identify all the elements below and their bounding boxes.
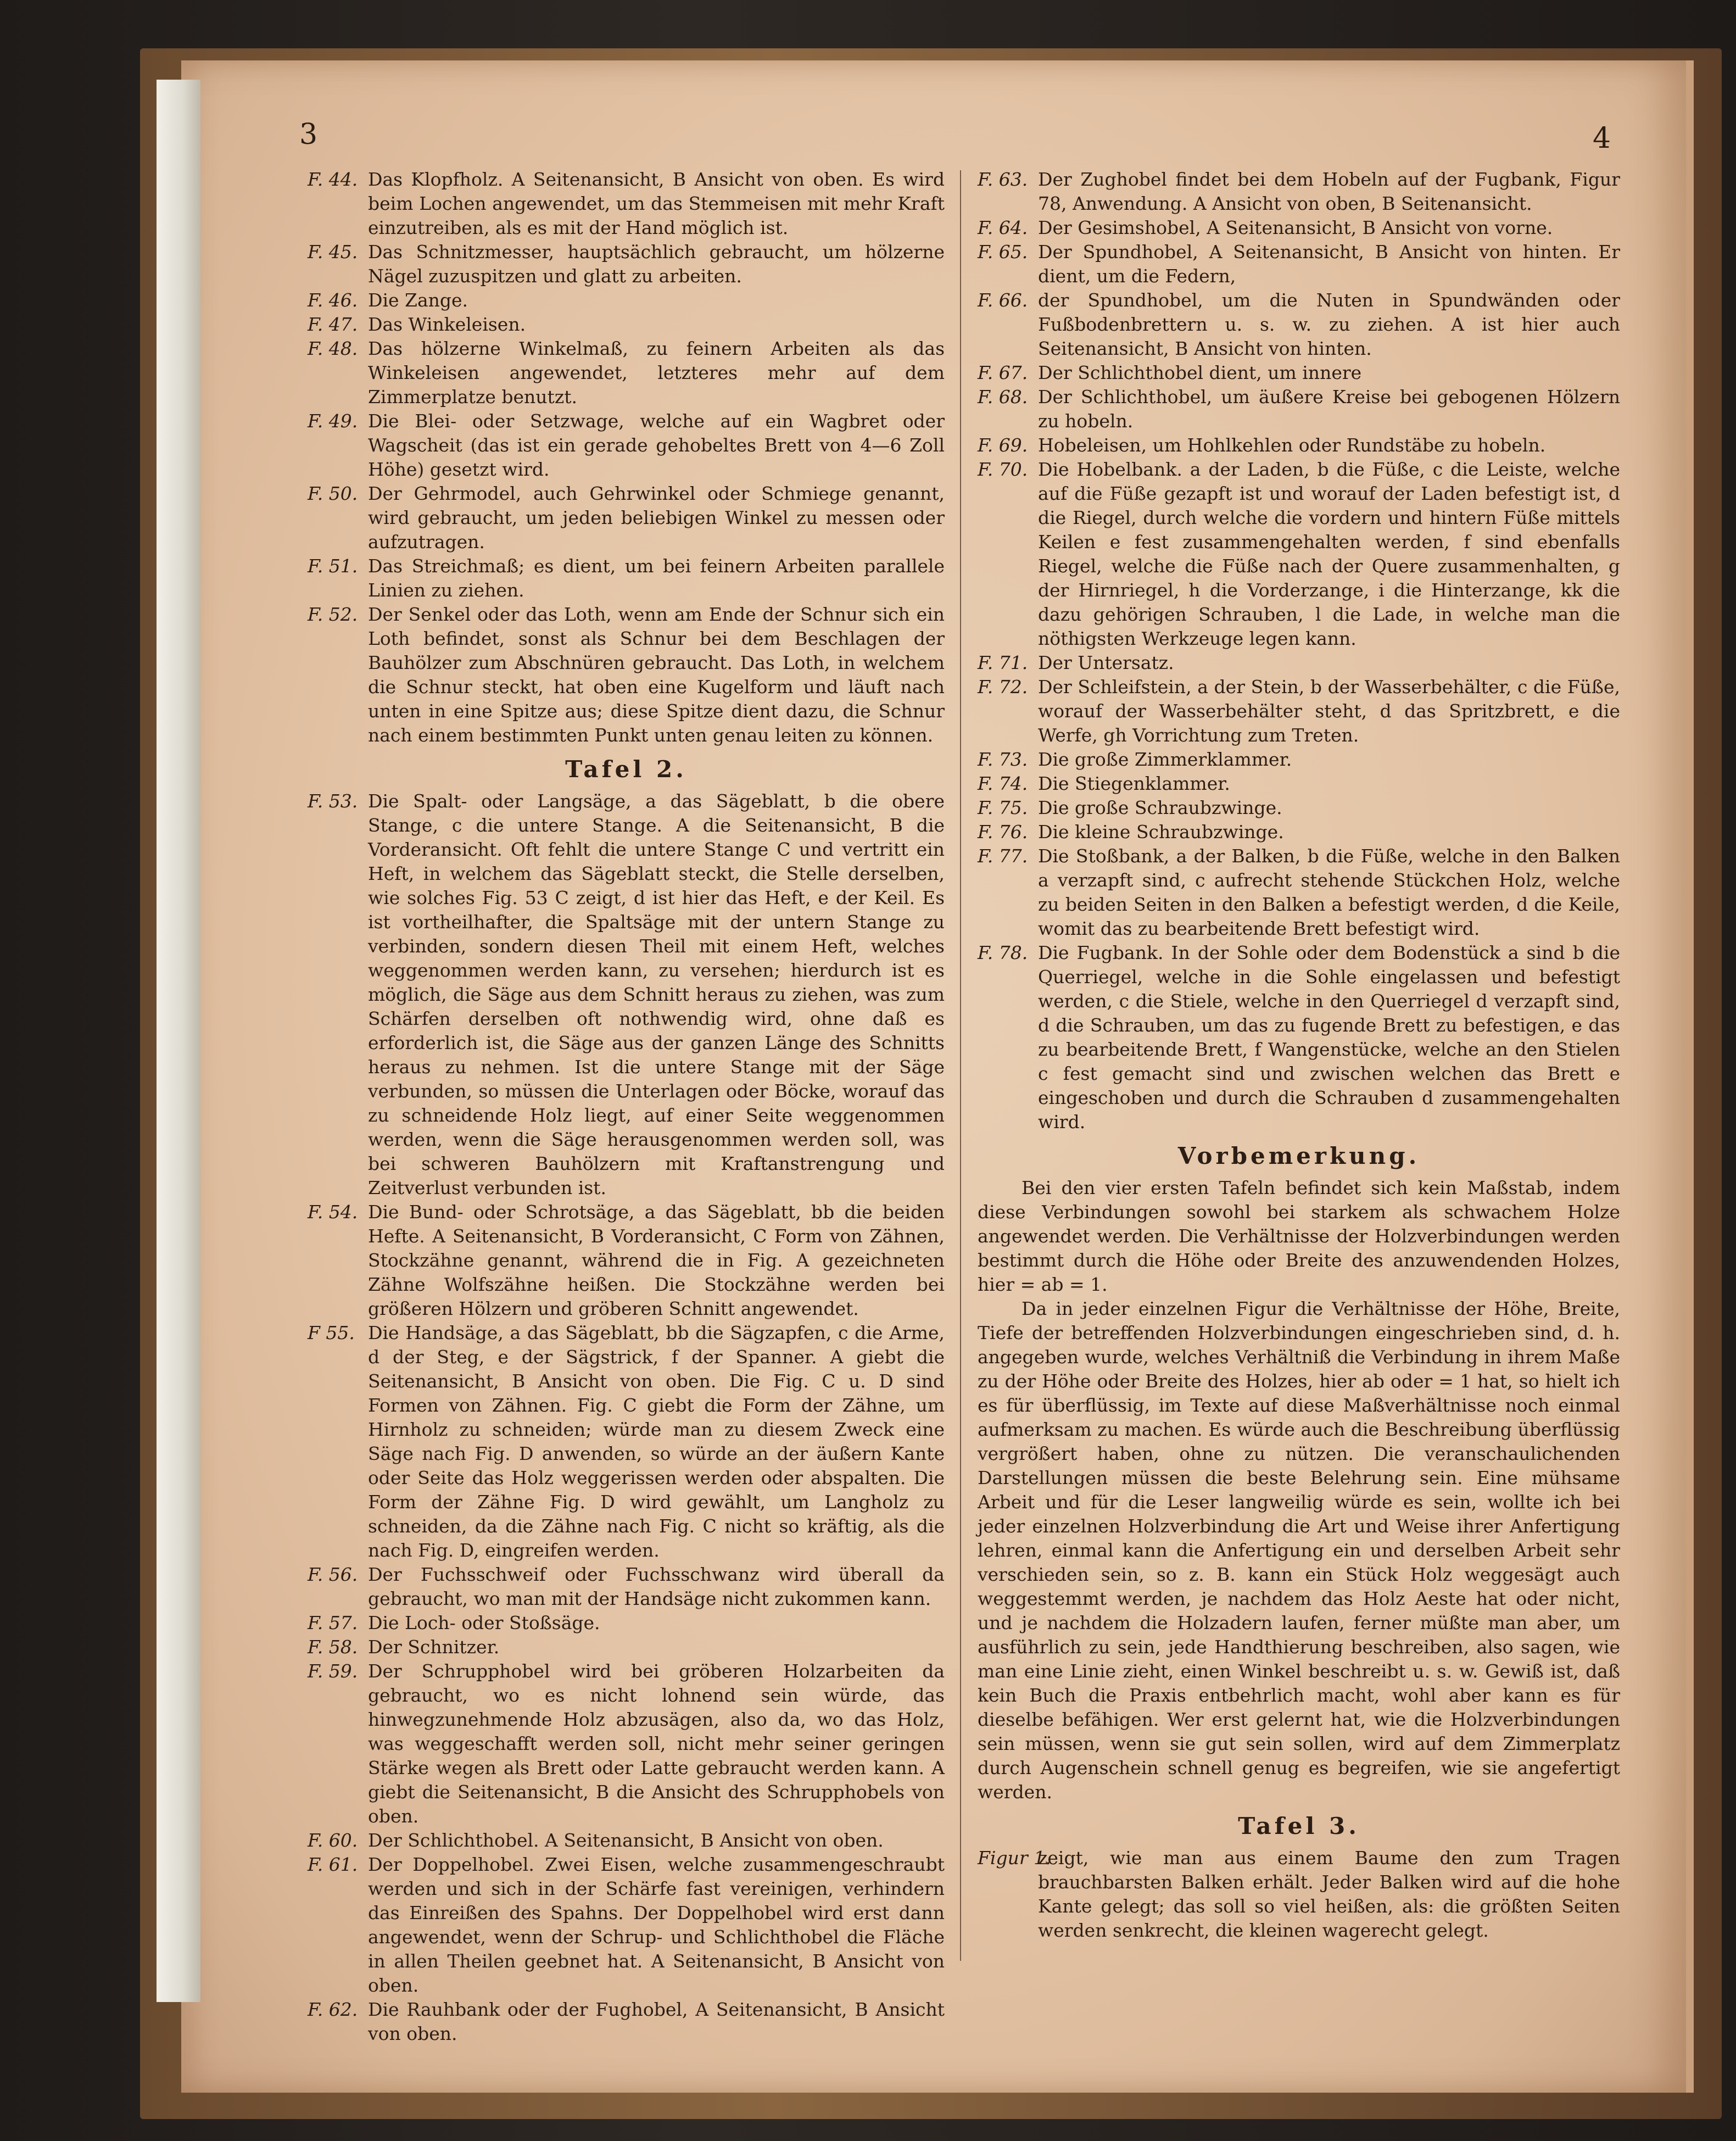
tafel-3-heading: Tafel 3. [1238,1813,1360,1839]
figure-entry [978,216,1620,240]
figure-label: F. 51. [308,555,358,577]
figure-entry [308,288,945,313]
figure-entry [978,675,1620,748]
left-column [308,168,945,2046]
figure-label: F. 77. [978,845,1028,867]
figure-label: F. 78. [978,942,1028,963]
vorbemerkung-heading: Vorbemerkung. [1177,1142,1420,1169]
figure-entry [308,409,945,482]
figure-label: F. 52. [308,604,358,625]
figure-label: F. 56. [308,1564,358,1585]
right-entry-list [978,168,1620,1134]
left-entry-list [308,168,945,748]
figure-entry [308,168,945,240]
figure-text: Die Blei- oder Setzwage, welche auf ein Wagbret oder Wagscheit (das ist ein gerade gehobeltes Brett von 4—6 Zoll Höhe) gesetzt wird. [368,410,945,480]
figure-entry [978,941,1620,1134]
figure-entry [308,1659,945,1828]
figure-label: F. 49. [308,410,358,432]
figure-entry [308,1635,945,1659]
figure-text: Die große Zimmerklammer. [1038,749,1292,770]
figure-label: F. 60. [308,1830,358,1851]
figure-text: Die Stiegenklammer. [1038,773,1230,794]
figure-text: Die Stoßbank, a der Balken, b die Füße, welche in den Balken a verzapft sind, c aufrecht stehende Stückchen Holz, welche zu beiden Seiten in den Balken a befestigt werden, d die Keile, womit das zu bearbeitende Brett befestigt wird. [1038,845,1620,939]
figure-text: Das Klopfholz. A Seitenansicht, B Ansicht von oben. Es wird beim Lochen angewendet, um das Stemmeisen mit mehr Kraft einzutreiben, als es mit der Hand möglich ist. [368,169,945,238]
figure-text: Das Winkeleisen. [368,314,526,335]
figure-entry [308,337,945,409]
figure-label: F. 69. [978,434,1028,456]
figure-label: Figur 1. [978,1847,1051,1869]
figure-label: F. 65. [978,241,1028,263]
figure-entry [978,240,1620,288]
figure-text: Der Schlichthobel dient, um innere [1038,362,1362,383]
figure-label: F. 66. [978,289,1028,311]
figure-text: Die Hobelbank. a der Laden, b die Füße, c die Leiste, welche auf die Füße gezapft ist und worauf der Laden befestigt ist, d die Riegel, durch welche die vordern und hintern Füße mittels Keilen e fest zusammengehalten werden, f sind ebenfalls Riegel, welche die Füße nach der Quere zusammenhalten, g der Hirnriegel, h die Vorderzange, i die Hinterzange, kk die dazu gehörigen Schrauben, l die Lade, in welche man die nöthigsten Werkzeuge legen kann. [1038,459,1620,649]
figure-entry [308,1853,945,1998]
figure-entry [308,1321,945,1563]
figure-entry [978,458,1620,651]
tafel-2-heading: Tafel 2. [565,756,687,783]
figure-label: F. 75. [978,797,1028,818]
figure-entry [308,1563,945,1611]
figure-label: F. 71. [978,652,1028,673]
figure-label: F. 57. [308,1612,358,1633]
figure-text: Der Fuchsschweif oder Fuchsschwanz wird überall da gebraucht, wo man mit der Handsäge nicht zukommen kann. [368,1564,945,1609]
figure-text: Der Doppelhobel. Zwei Eisen, welche zusammengeschraubt werden und sich in der Schärfe fast vereinigen, verhindern das Einreißen des Spahns. Der Doppelhobel wird erst dann angewendet, wenn der Schrup- und Schlichthobel die Fläche in allen Theilen geebnet hat. A Seitenansicht, B Ansicht von oben. [368,1854,945,1996]
figure-entry [978,1846,1620,1943]
figure-text: zeigt, wie man aus einem Baume den zum Tragen brauchbarsten Balken erhält. Jeder Balken wird auf die hohe Kante gelegt; das soll so viel heißen, als: die größten Seiten werden senkrecht, die kleinen wagerecht gelegt. [1038,1847,1620,1941]
page-number-right: 4 [1593,122,1611,155]
figure-text: Die Fugbank. In der Sohle oder dem Bodenstück a sind b die Querriegel, welche in die Sohle eingelassen und befestigt werden, c die Stiele, welche in den Querriegel d verzapft sind, d die Schrauben, um das zu fugende Brett zu befestigen, e das zu bearbeitende Brett, f Wangenstücke, welche an den Stielen c fest gemacht sind und zwischen welchen das Brett e eingeschoben und durch die Schrauben d zusammengehalten wird. [1038,942,1620,1133]
figure-entry [978,820,1620,844]
figure-text: Die Loch- oder Stoßsäge. [368,1612,600,1633]
figure-text: Der Schlichthobel, um äußere Kreise bei gebogenen Hölzern zu hobeln. [1038,386,1620,432]
figure-label: F. 74. [978,773,1028,794]
figure-entry [308,1998,945,2046]
figure-entry [978,433,1620,458]
figure-label: F. 44. [308,169,358,190]
figure-entry [978,361,1620,385]
figure-label: F. 54. [308,1201,358,1223]
figure-text: Der Schnitzer. [368,1636,500,1658]
figure-entry [308,240,945,288]
figure-text: Der Spundhobel, A Seitenansicht, B Ansicht von hinten. Er dient, um die Federn, [1038,241,1620,287]
figure-label: F. 62. [308,1999,358,2020]
figure-text: Der Untersatz. [1038,652,1174,673]
figure-label: F. 53. [308,790,358,812]
figure-text: Die Spalt- oder Langsäge, a das Sägeblatt, b die obere Stange, c die untere Stange. A die Seitenansicht, B die Vorderansicht. Oft fehlt die untere Stange C und vertritt ein Heft, in welchem das Sägeblatt steckt, die Stelle derselben, wie solches Fig. 53 C zeigt, d ist hier das Heft, e der Keil. Es ist vortheilhafter, die Spaltsäge mit der untern Stange zu verbinden, sondern diesen Theil mit einem Heft, welches weggenommen werden kann, zu versehen; hierdurch ist es möglich, die Säge aus dem Schnitt heraus zu ziehen, was zum Schärfen derselben oft nothwendig wird, ohne daß es erforderlich ist, die Säge aus der ganzen Länge des Schnitts heraus zu nehmen. Ist die untere Stange mit der Säge verbunden, so müssen die Unterlagen oder Böcke, worauf das zu schneidende Holz liegt, auf einer Seite weggenommen werden, wenn die Säge herausgenommen werden soll, was bei schweren Bauhölzern mit Kraftanstrengung und Zeitverlust verbunden ist. [368,790,945,1198]
figure-entry [308,603,945,748]
figure-entry [978,288,1620,361]
figure-label: F. 68. [978,386,1028,408]
vorbemerkung-paragraph-1: Bei den vier ersten Tafeln befindet sich kein Maßstab, indem diese Verbindungen sowohl bei starkem als schwachem Holze angewendet werden. Die Verhältnisse der Holzverbindungen werden bestimmt durch die Höhe oder Breite des anzuwendenden Holzes, hier = ab = 1. [978,1177,1620,1295]
figure-text: Die Rauhbank oder der Fughobel, A Seitenansicht, B Ansicht von oben. [368,1999,945,2044]
figure-label: F. 58. [308,1636,358,1658]
figure-text: Der Schlichthobel. A Seitenansicht, B Ansicht von oben. [368,1830,884,1851]
vorbemerkung-paragraph-2: Da in jeder einzelnen Figur die Verhältnisse der Höhe, Breite, Tiefe der betreffenden Holzverbindungen eingeschrieben sind, d. h. angegeben wurde, welches Verhältniß die Verbindung in ihrem Maße zu der Höhe oder Breite des Holzes, hier ab oder = 1 hat, so hielt ich es für überflüssig, im Texte auf diese Maßverhältnisse noch einmal aufmerksam zu machen. Es würde auch die Beschreibung überflüssig vergrößert haben, ohne zu nützen. Die veranschaulichenden Darstellungen müssen die beste Belehrung sein. Eine mühsame Arbeit und für die Leser langweilig würde es sein, wollte ich bei jeder einzelnen Holzverbindung die Art und Weise ihrer Anfertigung lehren, einmal kann die Anfertigung ein und derselben Arbeit sehr verschieden sein, so z. B. kann ein Stück Holz weggesägt auch weggestemmt werden, je nachdem das Holz Aeste hat oder nicht, und je nachdem die Holzadern laufen, ferner müßte man aber, um ausführlich zu sein, jede Handthierung beschreiben, also sagen, wie man eine Linie zieht, einen Winkel beschreibt u. s. w. Gewiß ist, daß kein Buch die Praxis entbehrlich macht, wohl aber kann es für dieselbe befähigen. Wer erst gelernt hat, wie die Holzverbindungen sein müssen, wenn sie gut sein sollen, wird auf dem Zimmerplatz durch Augenschein schnell genug es begreifen, wie sie angefertigt werden. [978,1298,1620,1803]
figure-text: Der Senkel oder das Loth, wenn am Ende der Schnur sich ein Loth befindet, sonst als Schnur bei dem Beschlagen der Bauhölzer zum Abschnüren gebraucht. Das Loth, in welchem die Schnur steckt, hat oben eine Kugelform und läuft nach unten in eine Spitze aus; diese Spitze dient dazu, die Schnur nach einem bestimmten Punkt unten genau leiten zu können. [368,604,945,746]
figure-entry [978,168,1620,216]
figure-entry [308,554,945,603]
column-divider [960,170,961,1961]
figure-entry [978,844,1620,941]
figure-entry [308,1611,945,1635]
figure-entry [978,651,1620,675]
figure-label: F 55. [308,1322,355,1343]
figure-label: F. 48. [308,338,358,359]
figure-text: Das hölzerne Winkelmaß, zu feinern Arbeiten als das Winkeleisen angewendet, letzteres mehr auf dem Zimmerplatze benutzt. [368,338,945,408]
figure-label: F. 45. [308,241,358,263]
figure-entry [308,482,945,554]
figure-entry [978,772,1620,796]
right-column [978,168,1620,1943]
figure-text: Die Bund- oder Schrotsäge, a das Sägeblatt, bb die beiden Hefte. A Seitenansicht, B Vorderansicht, C Form von Zähnen, Stockzähne genannt, während die in Fig. A gezeichneten Zähne Wolfszähne heißen. Die Stockzähne werden bei größeren Hölzern und gröberen Schnitt angewendet. [368,1201,945,1319]
figure-label: F. 59. [308,1660,358,1682]
figure-entry [308,1828,945,1853]
figure-label: F. 61. [308,1854,358,1875]
figure-text: Die große Schraubzwinge. [1038,797,1282,818]
tafel-2-entry-list [308,789,945,2046]
figure-text: Der Gesimshobel, A Seitenansicht, B Ansicht von vorne. [1038,217,1553,238]
figure-label: F. 47. [308,314,358,335]
figure-entry [308,1200,945,1321]
page-number-left: 3 [299,118,318,151]
figure-text: Das Streichmaß; es dient, um bei feinern Arbeiten parallele Linien zu ziehen. [368,555,945,601]
figure-label: F. 46. [308,289,358,311]
figure-label: F. 50. [308,483,358,504]
figure-text: Der Gehrmodel, auch Gehrwinkel oder Schmiege genannt, wird gebraucht, um jeden beliebigen Winkel zu messen oder aufzutragen. [368,483,945,553]
figure-text: Der Zughobel findet bei dem Hobeln auf der Fugbank, Figur 78, Anwendung. A Ansicht von oben, B Seitenansicht. [1038,169,1620,214]
figure-label: F. 63. [978,169,1028,190]
figure-entry [978,748,1620,772]
figure-label: F. 73. [978,749,1028,770]
figure-text: Die Zange. [368,289,468,311]
figure-entry [978,796,1620,820]
figure-label: F. 72. [978,676,1028,698]
figure-text: der Spundhobel, um die Nuten in Spundwänden oder Fußbodenbrettern u. s. w. zu ziehen. A ist hier auch Seitenansicht, B Ansicht von hinten. [1038,289,1620,359]
page-edge-strip [157,80,200,2002]
figure-entry [978,385,1620,433]
figure-text: Die Handsäge, a das Sägeblatt, bb die Sägzapfen, c die Arme, d der Steg, e der Sägstrick, f der Spanner. A giebt die Seitenansicht, B Ansicht von oben. Die Fig. C u. D sind Formen von Zähnen. Fig. C giebt die Form der Zähne, um Hirnholz zu schneiden; würde man zu diesem Zweck eine Säge nach Fig. D anwenden, so würde an der äußern Kante oder Seite das Holz weggerissen werden oder abspalten. Die Form der Zähne Fig. D wird gewählt, um Langholz zu schneiden, da die Zähne nach Fig. C nicht so kräftig, als die nach Fig. D, eingreifen werden. [368,1322,945,1561]
figure-label: F. 70. [978,459,1028,480]
figure-label: F. 64. [978,217,1028,238]
figure-label: F. 76. [978,821,1028,843]
figure-text: Der Schrupphobel wird bei gröberen Holzarbeiten da gebraucht, wo es nicht lohnend sein würde, das hinwegzunehmende Holz abzusägen, also da, wo das Holz, was weggeschafft werden soll, nicht mehr seiner geringen Stärke wegen als Brett oder Latte gebraucht werden kann. A giebt die Seitenansicht, B die Ansicht des Schrupphobels von oben. [368,1660,945,1827]
figure-entry [308,789,945,1200]
figure-entry [308,313,945,337]
figure-label: F. 67. [978,362,1028,383]
figure-text: Der Schleifstein, a der Stein, b der Wasserbehälter, c die Füße, worauf der Wasserbehälter steht, d das Spritzbrett, e die Werfe, gh Vorrichtung zum Treten. [1038,676,1620,746]
figure-text: Die kleine Schraubzwinge. [1038,821,1284,843]
figure-text: Das Schnitzmesser, hauptsächlich gebraucht, um hölzerne Nägel zuzuspitzen und glatt zu arbeiten. [368,241,945,287]
figure-text: Hobeleisen, um Hohlkehlen oder Rundstäbe zu hobeln. [1038,434,1546,456]
